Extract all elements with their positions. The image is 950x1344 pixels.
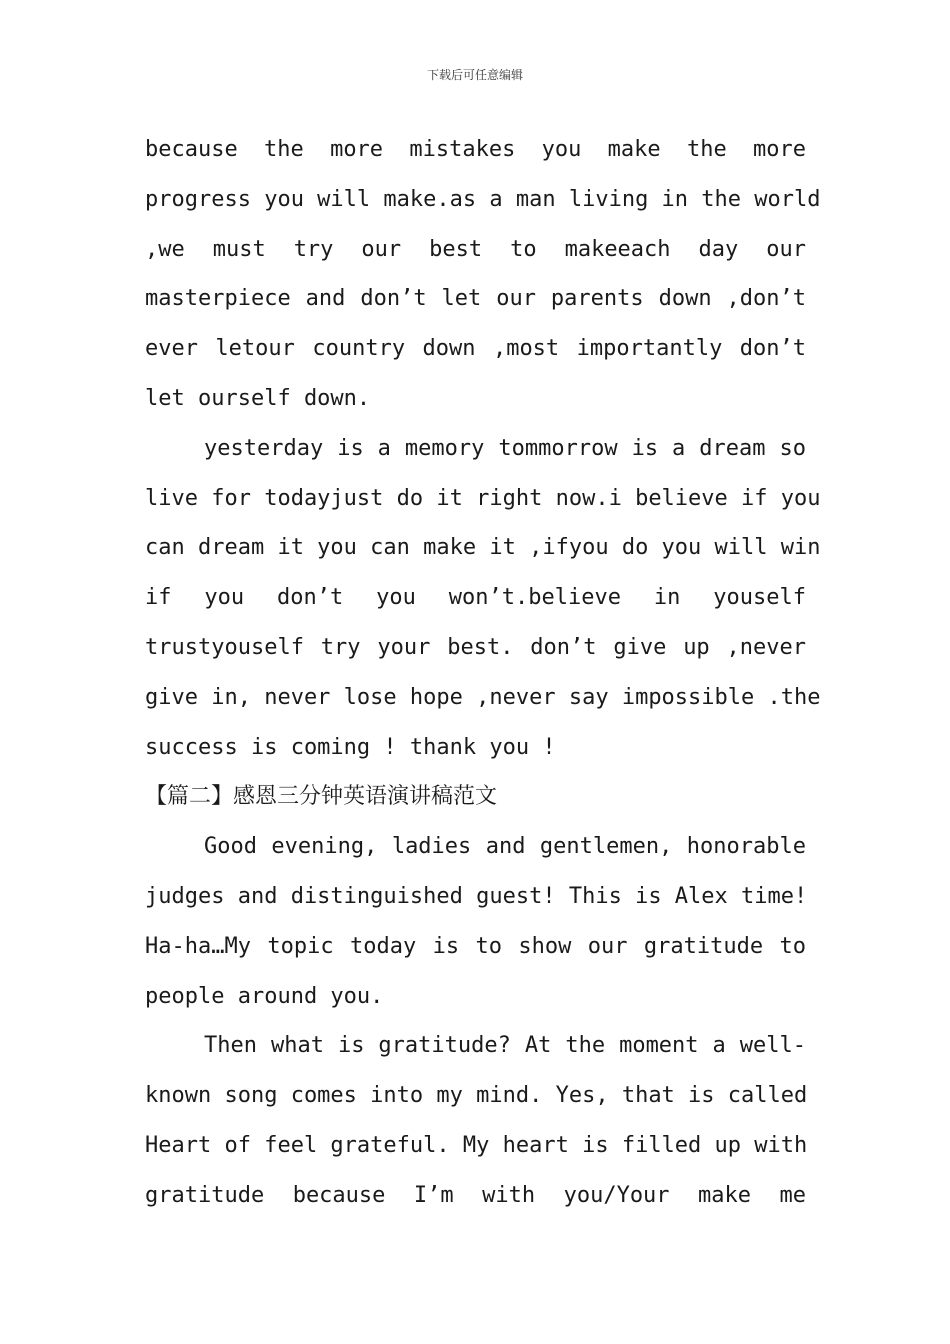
- section-heading: 【篇二】感恩三分钟英语演讲稿范文: [145, 784, 498, 810]
- text-line: progress you will make.as a man living in the world: [145, 186, 821, 212]
- text-line: gratitude because I’m with you/Your make me: [145, 1182, 806, 1208]
- page-header: 下载后可任意编辑: [426, 68, 523, 82]
- text-line: Ha-ha…My topic today is to show our gratitude to: [145, 933, 806, 959]
- text-line: ever letour country down ,most importantly don’t: [145, 336, 806, 362]
- text-line: success is coming ! thank you !: [145, 734, 556, 760]
- text-line: can dream it you can make it ,ifyou do you will win: [145, 535, 821, 561]
- text-line: judges and distinguished guest! This is Alex time!: [145, 883, 808, 909]
- text-line: let ourself down.: [145, 385, 371, 411]
- text-line: known song comes into my mind. Yes, that is called: [145, 1083, 808, 1109]
- text-line: because the more mistakes you make the more: [145, 137, 806, 162]
- text-line: Good evening, ladies and gentlemen, honorable: [204, 834, 806, 860]
- text-line: give in, never lose hope ,never say impossible .the: [145, 684, 821, 710]
- text-line: Then what is gratitude? At the moment a well-: [204, 1033, 806, 1059]
- text-line: people around you.: [145, 983, 384, 1009]
- paragraph-3: [145, 822, 806, 1021]
- text-line: masterpiece and don’t let our parents down ,don’t: [145, 286, 806, 312]
- document-body: [145, 125, 821, 1221]
- text-line: trustyouself try your best. don’t give up ,never: [145, 634, 806, 660]
- text-line: live for todayjust do it right now.i believe if you: [145, 485, 821, 511]
- paragraph-2: [145, 424, 821, 773]
- text-line: if you don’t you won’t.believe in youself: [145, 585, 806, 611]
- text-line: yesterday is a memory tommorrow is a dream so: [204, 435, 806, 461]
- paragraph-1: [145, 125, 821, 424]
- paragraph-4: [145, 1021, 806, 1220]
- text-line: Heart of feel grateful. My heart is filled up with: [145, 1132, 808, 1158]
- text-line: ,we must try our best to makeeach day our: [145, 236, 806, 262]
